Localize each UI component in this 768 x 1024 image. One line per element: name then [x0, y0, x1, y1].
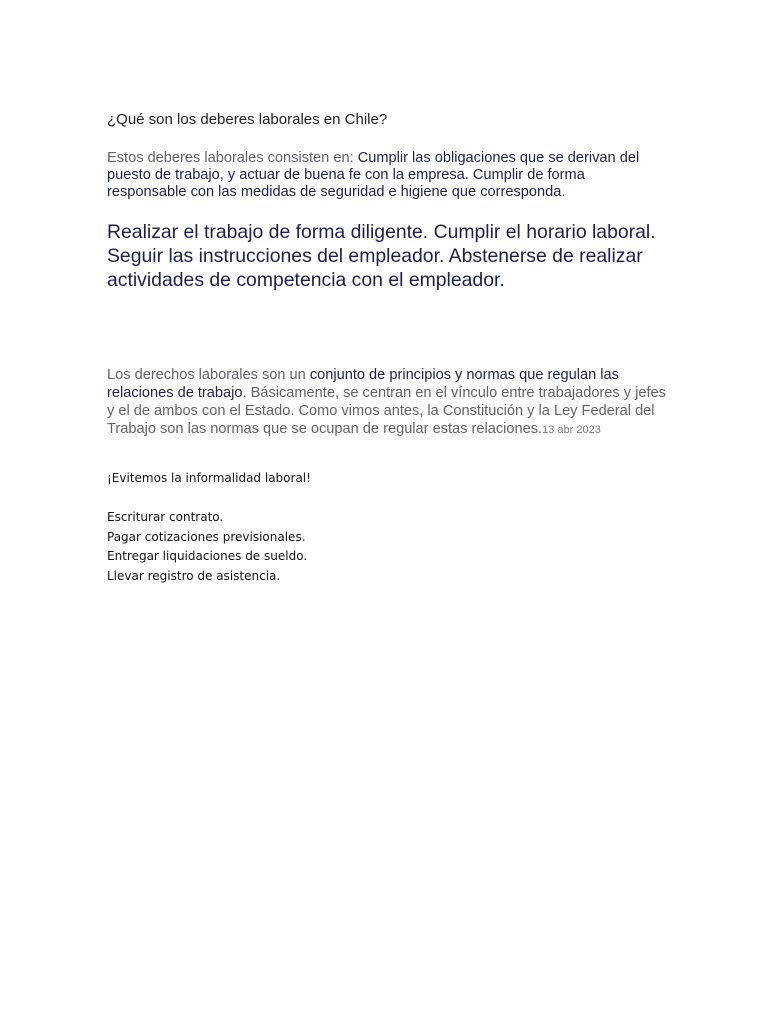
duties-highlight: Cumplir las obligaciones que se derivan del puesto de trabajo, y actuar de buena fe con la empresa. Cumplir de forma responsable con las medidas de seguridad e higiene que corresponda [107, 150, 640, 200]
rights-date: 13 abr 2023 [542, 424, 601, 436]
rights-highlight: conjunto de principios y normas que regulan las relaciones de trabajo [107, 367, 619, 401]
list-heading: ¡Evitemos la informalidad laboral! [107, 471, 311, 485]
duties-lead: Estos deberes laborales consisten en: [107, 150, 358, 166]
rights-rest: . Básicamente, se centran en el vínculo entre trabajadores y jefes y el de ambos con el Estado. Como vimos antes, la Constitución y la Ley Federal del Trabajo son las normas que se ocupan de regular estas relaciones. [107, 385, 666, 437]
list-item: Escriturar contrato. [107, 510, 224, 524]
duties-summary: Realizar el trabajo de forma diligente. Cumplir el horario laboral. Seguir las instrucciones del empleador. Abstenerse de realizar actividades de competencia con el empleador. [107, 221, 656, 291]
list-item: Llevar registro de asistencia. [107, 568, 281, 583]
rights-lead: Los derechos laborales son un [107, 367, 310, 383]
duties-end: . [561, 184, 566, 200]
duties-paragraph [107, 150, 667, 201]
list-item: Entregar liquidaciones de sueldo. [107, 549, 308, 563]
question-heading: ¿Qué son los deberes laborales en Chile? [107, 111, 388, 128]
list-item: Pagar cotizaciones previsionales. [107, 529, 306, 544]
rights-paragraph [107, 366, 667, 438]
informality-list [107, 469, 311, 586]
